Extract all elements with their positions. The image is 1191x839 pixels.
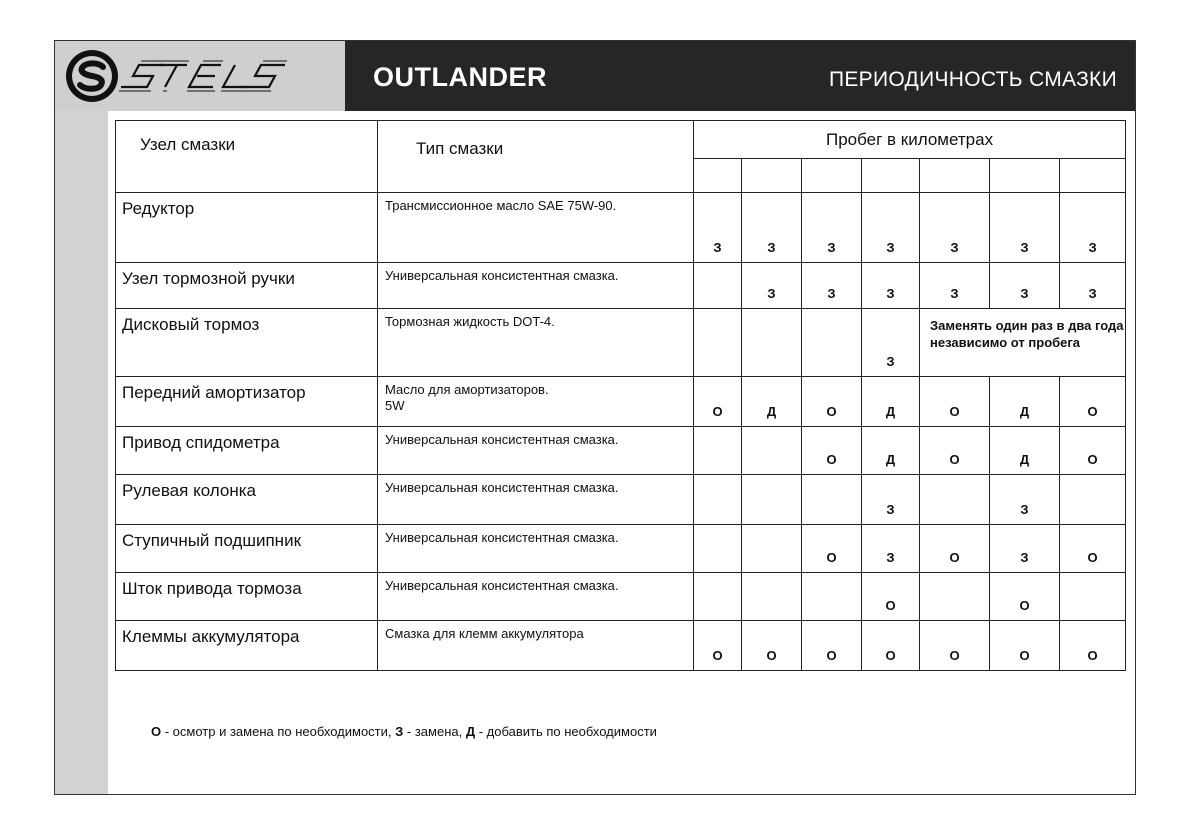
- service-mark: О: [990, 573, 1060, 621]
- service-mark: З: [862, 263, 920, 309]
- service-mark: З: [802, 263, 862, 309]
- service-mark: [1060, 573, 1126, 621]
- table-row: [116, 427, 1126, 475]
- service-mark: З: [802, 193, 862, 263]
- service-mark: [694, 263, 742, 309]
- lube-type: Тормозная жидкость DOT-4.: [378, 309, 694, 377]
- service-mark: О: [920, 377, 990, 427]
- lube-point: Привод спидометра: [116, 427, 378, 475]
- service-mark: [920, 573, 990, 621]
- table-row: [116, 475, 1126, 525]
- lube-point: Дисковый тормоз: [116, 309, 378, 377]
- service-mark: О: [920, 525, 990, 573]
- mileage-col-2: [742, 159, 802, 193]
- table-row: [116, 263, 1126, 309]
- service-mark: [1060, 475, 1126, 525]
- service-mark: [742, 309, 802, 377]
- lube-point: Узел тормозной ручки: [116, 263, 378, 309]
- lube-point: Редуктор: [116, 193, 378, 263]
- header-type: Тип смазки: [378, 121, 694, 193]
- brand-logo: [55, 41, 345, 111]
- table-row: [116, 573, 1126, 621]
- service-mark: О: [862, 573, 920, 621]
- lube-type: Универсальная консистентная смазка.: [378, 475, 694, 525]
- service-mark: [742, 427, 802, 475]
- mileage-col-3: [802, 159, 862, 193]
- legend-text-o: - осмотр и замена по необходимости,: [161, 724, 396, 739]
- mileage-col-1: [694, 159, 742, 193]
- side-stripe: [55, 111, 108, 795]
- legend: [151, 724, 657, 739]
- table-row: [116, 377, 1126, 427]
- service-mark: О: [742, 621, 802, 671]
- service-mark: [920, 475, 990, 525]
- lube-type: Универсальная консистентная смазка.: [378, 427, 694, 475]
- service-mark: О: [802, 427, 862, 475]
- service-mark: З: [990, 193, 1060, 263]
- service-mark: [694, 427, 742, 475]
- lube-type: Масло для амортизаторов. 5W: [378, 377, 694, 427]
- service-mark: Д: [990, 377, 1060, 427]
- page-frame: [54, 40, 1136, 795]
- service-mark: О: [802, 377, 862, 427]
- service-mark: З: [862, 193, 920, 263]
- service-mark: [742, 525, 802, 573]
- service-mark: [742, 475, 802, 525]
- lube-point: Рулевая колонка: [116, 475, 378, 525]
- service-mark: [694, 525, 742, 573]
- lube-point: Передний амортизатор: [116, 377, 378, 427]
- service-mark: З: [862, 525, 920, 573]
- service-mark: О: [862, 621, 920, 671]
- service-mark: Д: [742, 377, 802, 427]
- service-mark: О: [1060, 621, 1126, 671]
- service-mark: [694, 309, 742, 377]
- table-row: [116, 621, 1126, 671]
- table-row: [116, 309, 1126, 377]
- service-mark: З: [920, 263, 990, 309]
- service-mark: Д: [862, 377, 920, 427]
- service-mark: О: [1060, 427, 1126, 475]
- service-mark: З: [990, 263, 1060, 309]
- service-mark: З: [862, 475, 920, 525]
- service-mark: Д: [990, 427, 1060, 475]
- lube-type: Универсальная консистентная смазка.: [378, 263, 694, 309]
- mileage-col-6: [990, 159, 1060, 193]
- legend-key-d: Д: [465, 724, 476, 739]
- service-mark: О: [1060, 377, 1126, 427]
- legend-text-z: - замена,: [403, 724, 466, 739]
- lubrication-table: [115, 120, 1126, 671]
- service-mark: З: [990, 525, 1060, 573]
- service-mark: З: [742, 263, 802, 309]
- service-mark: О: [694, 621, 742, 671]
- service-mark: З: [694, 193, 742, 263]
- service-note: Заменять один раз в два года независимо от пробега: [920, 309, 1126, 377]
- lube-point: Шток привода тормоза: [116, 573, 378, 621]
- service-mark: О: [920, 427, 990, 475]
- model-name: OUTLANDER: [373, 62, 547, 92]
- lube-point: Клеммы аккумулятора: [116, 621, 378, 671]
- stels-logo-icon: [55, 41, 345, 111]
- mileage-col-7: [1060, 159, 1126, 193]
- mileage-col-4: [862, 159, 920, 193]
- service-mark: [802, 309, 862, 377]
- service-mark: О: [990, 621, 1060, 671]
- table-row: [116, 193, 1126, 263]
- header-mileage: Пробег в километрах: [694, 121, 1126, 159]
- legend-text-d: - добавить по необходимости: [475, 724, 657, 739]
- lube-type: Смазка для клемм аккумулятора: [378, 621, 694, 671]
- service-mark: О: [802, 525, 862, 573]
- service-mark: З: [742, 193, 802, 263]
- header-node: Узел смазки: [116, 121, 378, 193]
- legend-key-z: З: [395, 724, 404, 739]
- lube-type: Универсальная консистентная смазка.: [378, 525, 694, 573]
- service-mark: З: [1060, 193, 1126, 263]
- service-mark: З: [862, 309, 920, 377]
- mileage-col-5: [920, 159, 990, 193]
- service-mark: З: [1060, 263, 1126, 309]
- table-row: [116, 525, 1126, 573]
- header-bar: [55, 41, 1135, 111]
- service-mark: [742, 573, 802, 621]
- service-mark: О: [802, 621, 862, 671]
- service-mark: [694, 475, 742, 525]
- service-mark: О: [694, 377, 742, 427]
- service-mark: Д: [862, 427, 920, 475]
- service-mark: З: [920, 193, 990, 263]
- service-mark: [694, 573, 742, 621]
- service-mark: О: [920, 621, 990, 671]
- lube-type: Универсальная консистентная смазка.: [378, 573, 694, 621]
- lube-type: Трансмиссионное масло SAE 75W-90.: [378, 193, 694, 263]
- service-mark: З: [990, 475, 1060, 525]
- service-mark: [802, 475, 862, 525]
- legend-key-o: О: [151, 724, 162, 739]
- section-title: ПЕРИОДИЧНОСТЬ СМАЗКИ: [828, 68, 1117, 91]
- service-mark: О: [1060, 525, 1126, 573]
- lube-point: Ступичный подшипник: [116, 525, 378, 573]
- service-mark: [802, 573, 862, 621]
